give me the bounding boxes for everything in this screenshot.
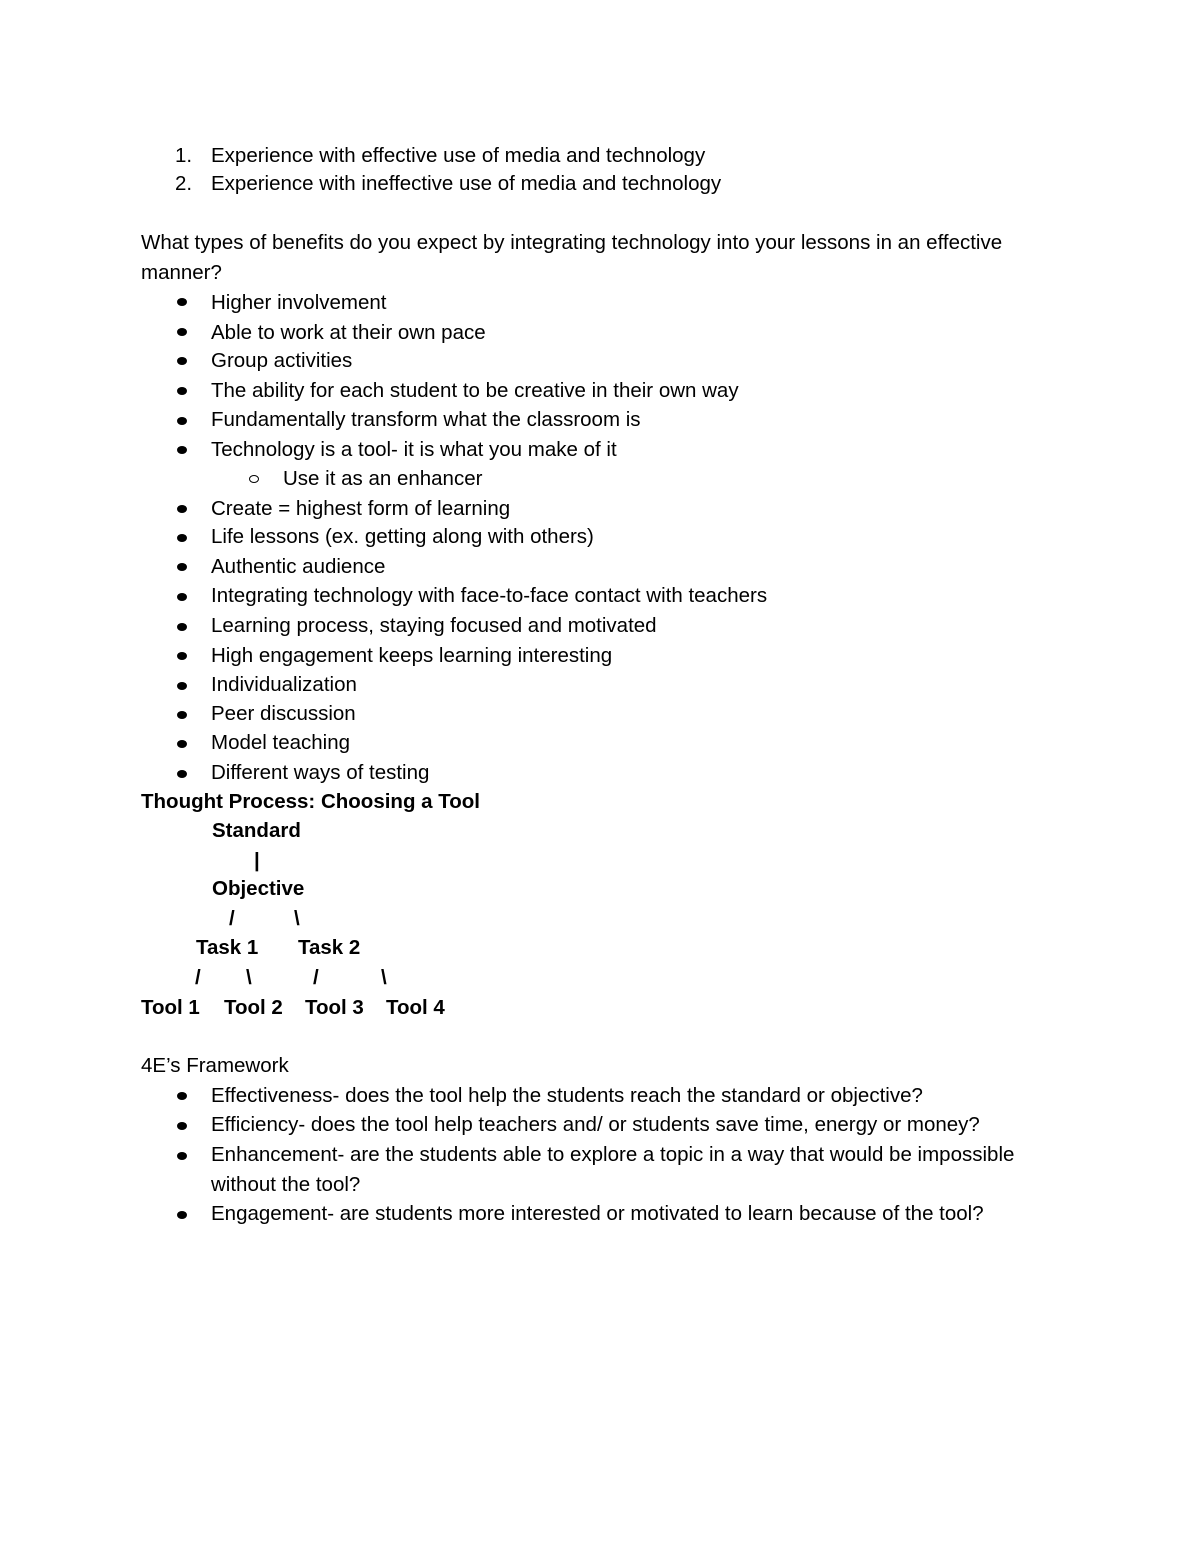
diagram-task-1: Task 1 [196, 936, 259, 959]
list-item: Different ways of testing [211, 761, 430, 784]
diagram-tool-2: Tool 2 [224, 996, 283, 1019]
list-item: Higher involvement [211, 291, 387, 314]
diagram-task-2: Task 2 [298, 936, 361, 959]
framework-heading: 4E’s Framework [141, 1054, 289, 1077]
diagram-tool-3: Tool 3 [305, 996, 364, 1019]
bullet-icon [177, 505, 187, 513]
bullet-icon [177, 1152, 187, 1160]
list-item: Learning process, staying focused and motivated [211, 614, 657, 637]
list-item: Life lessons (ex. getting along with others) [211, 525, 594, 548]
list-item: Peer discussion [211, 702, 356, 725]
list-item: Able to work at their own pace [211, 321, 486, 344]
sub-bullet-icon [249, 475, 259, 483]
bullet-icon [177, 563, 187, 571]
diagram-tool-1: Tool 1 [141, 996, 200, 1019]
list-item-continuation: without the tool? [211, 1173, 361, 1196]
diagram-connector: \ [381, 966, 387, 989]
bullet-icon [177, 1122, 187, 1130]
bullet-icon [177, 711, 187, 719]
list-item: Integrating technology with face-to-face contact with teachers [211, 584, 768, 607]
list-item: Engagement- are students more interested or motivated to learn because of the tool? [211, 1202, 984, 1225]
diagram-standard: Standard [212, 819, 301, 842]
bullet-icon [177, 357, 187, 365]
list-number: 1. [175, 144, 193, 167]
bullet-icon [177, 298, 187, 306]
list-item: Fundamentally transform what the classroom is [211, 408, 641, 431]
bullet-icon [177, 740, 187, 748]
bullet-icon [177, 1092, 187, 1100]
diagram-connector: \ [294, 907, 300, 930]
bullet-icon [177, 770, 187, 778]
list-item: High engagement keeps learning interesting [211, 644, 613, 667]
bullet-icon [177, 593, 187, 601]
list-item: Efficiency- does the tool help teachers and/ or students save time, energy or money? [211, 1113, 980, 1136]
numbered-item: Experience with ineffective use of media and technology [211, 172, 722, 195]
bullet-icon [177, 446, 187, 454]
diagram-objective: Objective [212, 877, 305, 900]
diagram-connector: / [195, 966, 201, 989]
list-number: 2. [175, 172, 193, 195]
bullet-icon [177, 328, 187, 336]
bullet-icon [177, 652, 187, 660]
sub-list-item: Use it as an enhancer [283, 467, 483, 490]
diagram-connector: | [254, 849, 260, 872]
bullet-icon [177, 1211, 187, 1219]
numbered-item: Experience with effective use of media and technology [211, 144, 706, 167]
question-line: What types of benefits do you expect by integrating technology into your lessons in an effective [141, 231, 1003, 254]
list-item: Create = highest form of learning [211, 497, 511, 520]
diagram-tool-4: Tool 4 [386, 996, 445, 1019]
diagram-connector: \ [246, 966, 252, 989]
list-item: Effectiveness- does the tool help the students reach the standard or objective? [211, 1084, 923, 1107]
list-item: Model teaching [211, 731, 351, 754]
question-line: manner? [141, 261, 222, 284]
bullet-icon [177, 623, 187, 631]
list-item: Authentic audience [211, 555, 386, 578]
list-item: Enhancement- are the students able to explore a topic in a way that would be impossible [211, 1143, 1015, 1166]
bullet-icon [177, 387, 187, 395]
bullet-icon [177, 417, 187, 425]
diagram-connector: / [313, 966, 319, 989]
thought-process-heading: Thought Process: Choosing a Tool [141, 790, 481, 813]
list-item: Individualization [211, 673, 357, 696]
bullet-icon [177, 534, 187, 542]
list-item: Technology is a tool- it is what you make of it [211, 438, 617, 461]
list-item: Group activities [211, 349, 353, 372]
diagram-connector: / [229, 907, 235, 930]
list-item: The ability for each student to be creative in their own way [211, 379, 739, 402]
bullet-icon [177, 682, 187, 690]
